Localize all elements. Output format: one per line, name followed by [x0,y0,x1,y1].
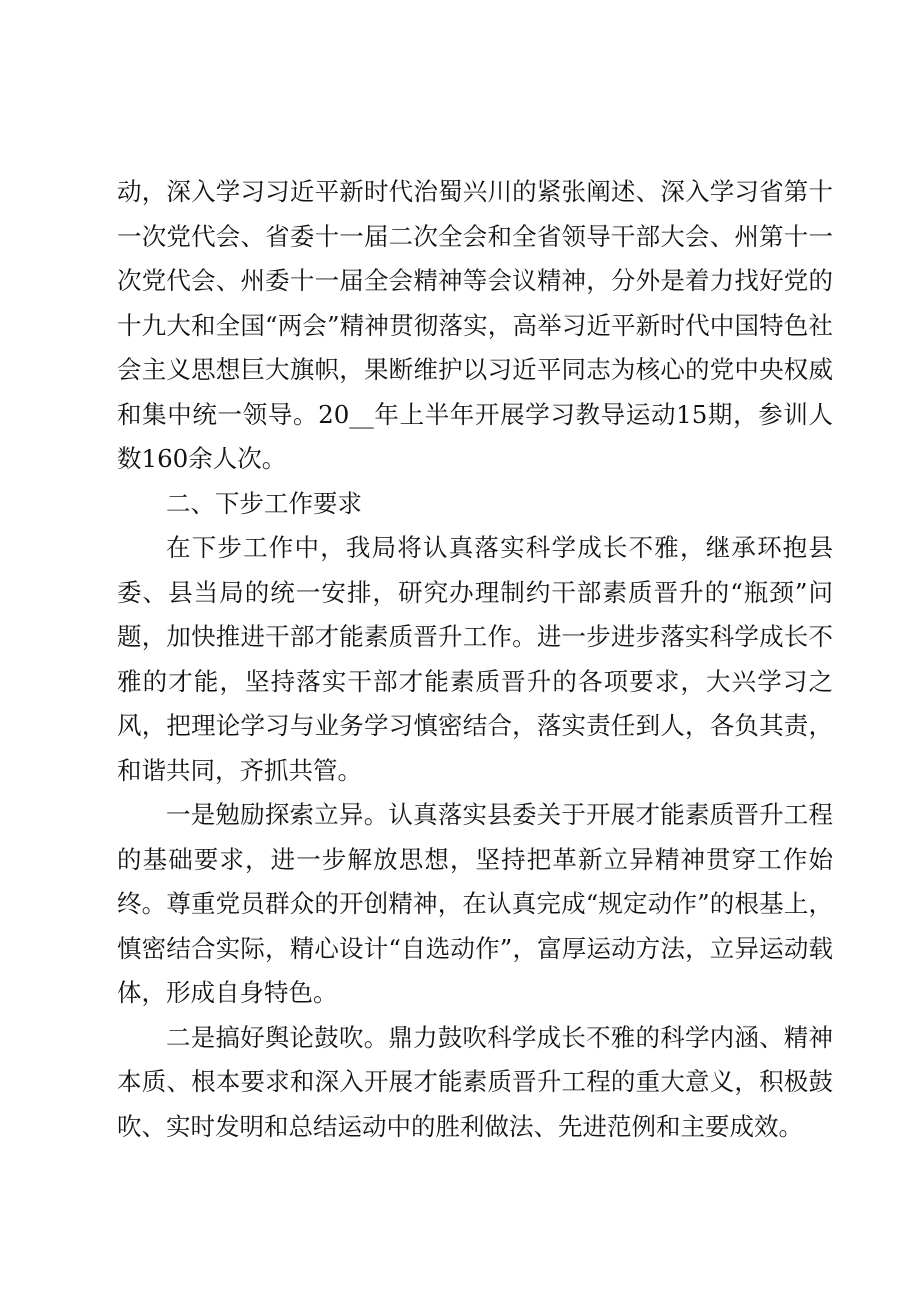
document-body [117,170,833,1149]
paragraph-publicity: 二是搞好舆论鼓吹。鼎力鼓吹科学成长不雅的科学内涵、精神本质、根本要求和深入开展才能素质晋升工程的重大意义，积极鼓吹、实时发明和总结运动中的胜利做法、先进范例和主要成效。 [117,1022,833,1141]
paragraph-innovation: 一是勉励探索立异。认真落实县委关于开展才能素质晋升工程的基础要求，进一步解放思想，坚持把革新立异精神贯穿工作始终。尊重党员群众的开创精神，在认真完成“规定动作”的根基上，慎密结合实际，精心设计“自选动作”，富厚运动方法，立异运动载体，形成自身特色。 [117,800,833,1007]
paragraph-next-steps: 在下步工作中，我局将认真落实科学成长不雅，继承环抱县委、县当局的统一安排，研究办理制约干部素质晋升的“瓶颈”问题，加快推进干部才能素质晋升工作。进一步进步落实科学成长不雅的才能，坚持落实干部才能素质晋升的各项要求，大兴学习之风，把理论学习与业务学习慎密结合，落实责任到人，各负其责，和谐共同，齐抓共管。 [117,533,833,785]
paragraph-continued: 动，深入学习习近平新时代治蜀兴川的紧张阐述、深入学习省第十一次党代会、省委十一届二次全会和全省领导干部大会、州第十一次党代会、州委十一届全会精神等会议精神，分外是着力找好党的十九大和全国“两会”精神贯彻落实，高举习近平新时代中国特色社会主义思想巨大旗帜，果断维护以习近平同志为核心的党中央权威和集中统一领导。20__年上半年开展学习教导运动15期，参训人数160余人次。 [117,177,833,473]
section-heading: 二、下步工作要求 [166,488,362,518]
